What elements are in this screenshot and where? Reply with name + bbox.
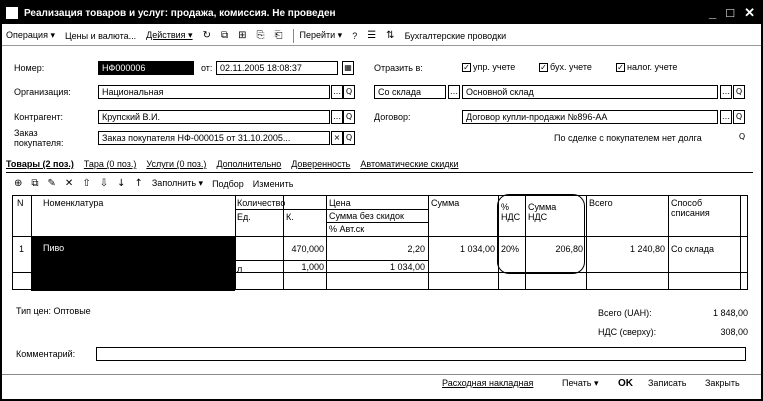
col-qty[interactable]: Количество <box>237 198 286 208</box>
sort-desc-icon[interactable]: ↑ <box>134 178 143 189</box>
price-type[interactable]: Тип цен: Оптовые <box>16 306 91 316</box>
minimize-button[interactable]: _ <box>709 5 717 20</box>
change-button[interactable]: Изменить <box>252 178 294 189</box>
open-icon[interactable]: Q <box>733 110 745 124</box>
highlight-ellipse <box>497 194 585 274</box>
tax-accounting-checkbox[interactable] <box>616 62 677 72</box>
contract-label: Договор: <box>374 112 411 122</box>
prices-button[interactable]: Цены и валюта... <box>64 30 137 41</box>
ok-button[interactable]: OK <box>618 378 633 389</box>
save-button[interactable]: Записать <box>648 378 687 388</box>
date-label: от: <box>201 63 213 73</box>
col-sum[interactable]: Сумма <box>431 198 460 208</box>
toolbar-divider <box>293 29 294 43</box>
vat-value: 308,00 <box>720 327 748 337</box>
close-button[interactable]: Закрыть <box>705 378 740 388</box>
select-button[interactable]: … <box>448 85 460 99</box>
clear-icon[interactable]: × <box>331 131 343 145</box>
goods-table[interactable] <box>12 195 748 290</box>
move-down-icon[interactable]: ⇩ <box>99 178 109 189</box>
select-button[interactable]: … <box>720 110 732 124</box>
col-unit[interactable]: Ед. <box>237 212 251 222</box>
mgmt-accounting-label: упр. учете <box>473 62 516 72</box>
tax-accounting-label: налог. учете <box>627 62 678 72</box>
dt-kt-icon[interactable]: ⇅ <box>386 30 395 41</box>
warehouse-type-select[interactable]: Со склада <box>374 85 446 99</box>
col-num[interactable]: N <box>17 198 24 208</box>
unpost-icon[interactable]: ⎗ <box>274 30 283 41</box>
col-k[interactable]: К. <box>286 212 294 222</box>
print-menu[interactable]: Печать ▾ <box>562 378 599 388</box>
goto-menu[interactable]: Перейти ▾ <box>299 30 343 40</box>
cell-price[interactable]: 2,20 <box>407 244 425 254</box>
contract-field[interactable]: Договор купли-продажи №896-АА <box>462 110 718 124</box>
actions-menu[interactable]: Действия ▾ <box>146 30 193 40</box>
tab-containers[interactable]: Тара (0 поз.) <box>83 159 137 169</box>
order-label: Заказ покупателя: <box>14 128 64 148</box>
open-icon[interactable]: Q <box>736 131 748 145</box>
select-button[interactable]: … <box>331 85 343 99</box>
select-button[interactable]: … <box>720 85 732 99</box>
tab-additional[interactable]: Дополнительно <box>216 159 282 169</box>
tab-divider <box>6 172 753 173</box>
check-icon: ✓ <box>540 63 547 73</box>
tab-auto-discounts[interactable]: Автоматические скидки <box>360 159 459 169</box>
cell-unit[interactable]: л <box>237 264 243 274</box>
cell-num[interactable]: 1 <box>19 244 25 254</box>
calendar-icon[interactable]: ▦ <box>342 61 354 75</box>
date-field[interactable]: 02.11.2005 18:08:37 <box>216 61 338 75</box>
cell-nomenclature[interactable]: Пиво <box>43 243 65 253</box>
contractor-field[interactable]: Крупский В.И. <box>98 110 330 124</box>
list-icon[interactable]: ☰ <box>367 30 377 41</box>
total-value: 1 848,00 <box>712 308 748 318</box>
post-icon[interactable]: ⎘ <box>256 30 265 41</box>
col-total[interactable]: Всего <box>589 198 613 208</box>
col-vat-pct[interactable]: % НДС <box>501 202 521 222</box>
edit-row-icon[interactable]: ✎ <box>47 178 56 189</box>
col-auto-discount[interactable]: % Авт.ск <box>329 224 365 234</box>
invoice-print-button[interactable]: Расходная накладная <box>442 378 534 388</box>
organization-field[interactable]: Национальная <box>98 85 330 99</box>
organization-label: Организация: <box>14 87 71 97</box>
cell-method[interactable]: Со склада <box>671 244 715 254</box>
check-icon: ✓ <box>463 63 470 73</box>
open-icon[interactable]: Q <box>343 85 355 99</box>
order-field[interactable]: Заказ покупателя НФ-000015 от 31.10.2005... <box>98 131 330 145</box>
open-icon[interactable]: Q <box>733 85 745 99</box>
refresh-icon[interactable]: ↻ <box>202 30 211 41</box>
close-window-button[interactable]: ✕ <box>744 5 755 20</box>
comment-field[interactable] <box>96 347 746 361</box>
open-icon[interactable]: Q <box>343 131 355 145</box>
postings-button[interactable]: Бухгалтерские проводки <box>404 30 507 41</box>
book-accounting-checkbox[interactable] <box>539 62 592 72</box>
bottom-divider <box>2 374 761 375</box>
contractor-label: Контрагент: <box>14 112 64 122</box>
number-label: Номер: <box>14 63 45 73</box>
move-up-icon[interactable]: ⇧ <box>82 178 91 189</box>
table-row-selected[interactable] <box>31 236 235 291</box>
operation-menu[interactable]: Операция ▾ <box>6 30 55 40</box>
cell-total[interactable]: 1 240,80 <box>629 244 665 254</box>
tab-services[interactable]: Услуги (0 поз.) <box>146 159 207 169</box>
col-price[interactable]: Цена <box>329 198 351 208</box>
cell-qty[interactable]: 470,000 <box>291 244 324 254</box>
delete-row-icon[interactable]: ✕ <box>64 178 74 189</box>
check-icon: ✓ <box>617 63 624 73</box>
title-bar <box>2 2 761 24</box>
cell-sum[interactable]: 1 034,00 <box>459 244 495 254</box>
number-field[interactable]: НФ000006 <box>98 61 194 75</box>
vat-label: НДС (сверху): <box>598 327 657 337</box>
reflect-label: Отразить в: <box>374 63 423 73</box>
sort-asc-icon[interactable]: ↓ <box>117 178 126 189</box>
cell-sum-no-discount[interactable]: 1 034,00 <box>389 262 425 272</box>
select-button[interactable]: … <box>331 110 343 124</box>
tab-power-of-attorney[interactable]: Доверенность <box>291 159 351 169</box>
col-sum-no-discount[interactable]: Сумма без скидок <box>329 211 404 221</box>
document-icon <box>6 7 18 19</box>
col-vat-sum[interactable]: Сумма НДС <box>528 202 557 222</box>
warehouse-field[interactable]: Основной склад <box>462 85 718 99</box>
tab-goods[interactable]: Товары (2 поз.) <box>6 159 74 169</box>
pick-button[interactable]: Подбор <box>212 178 244 189</box>
structure-icon[interactable]: ⊞ <box>238 30 247 41</box>
mgmt-accounting-checkbox[interactable] <box>462 62 515 72</box>
debt-status: По сделке с покупателем нет долга <box>554 133 702 143</box>
toolbar <box>2 26 761 46</box>
total-label: Всего (UAH): <box>598 308 652 318</box>
table-toolbar <box>14 178 293 189</box>
cell-k[interactable]: 1,000 <box>301 262 324 272</box>
open-icon[interactable]: Q <box>343 110 355 124</box>
col-method[interactable]: Способ списания <box>671 198 710 218</box>
cell-vat-pct[interactable]: 20% <box>501 244 520 254</box>
add-row-icon[interactable]: ⊕ <box>14 178 23 189</box>
col-nomenclature[interactable]: Номенклатура <box>43 198 104 208</box>
book-accounting-label: бух. учете <box>550 62 592 72</box>
fill-menu[interactable]: Заполнить ▾ <box>151 178 204 188</box>
copy-row-icon[interactable]: ⧉ <box>31 178 39 189</box>
window-title: Реализация товаров и услуг: продажа, комиссия. Не проведен <box>24 7 336 19</box>
cell-vat-sum[interactable]: 206,80 <box>555 244 583 254</box>
help-button[interactable]: ? <box>352 30 358 41</box>
maximize-button[interactable]: □ <box>726 5 735 20</box>
copy-icon[interactable]: ⧉ <box>220 30 229 41</box>
comment-label: Комментарий: <box>16 349 76 359</box>
tab-bar <box>6 159 458 169</box>
